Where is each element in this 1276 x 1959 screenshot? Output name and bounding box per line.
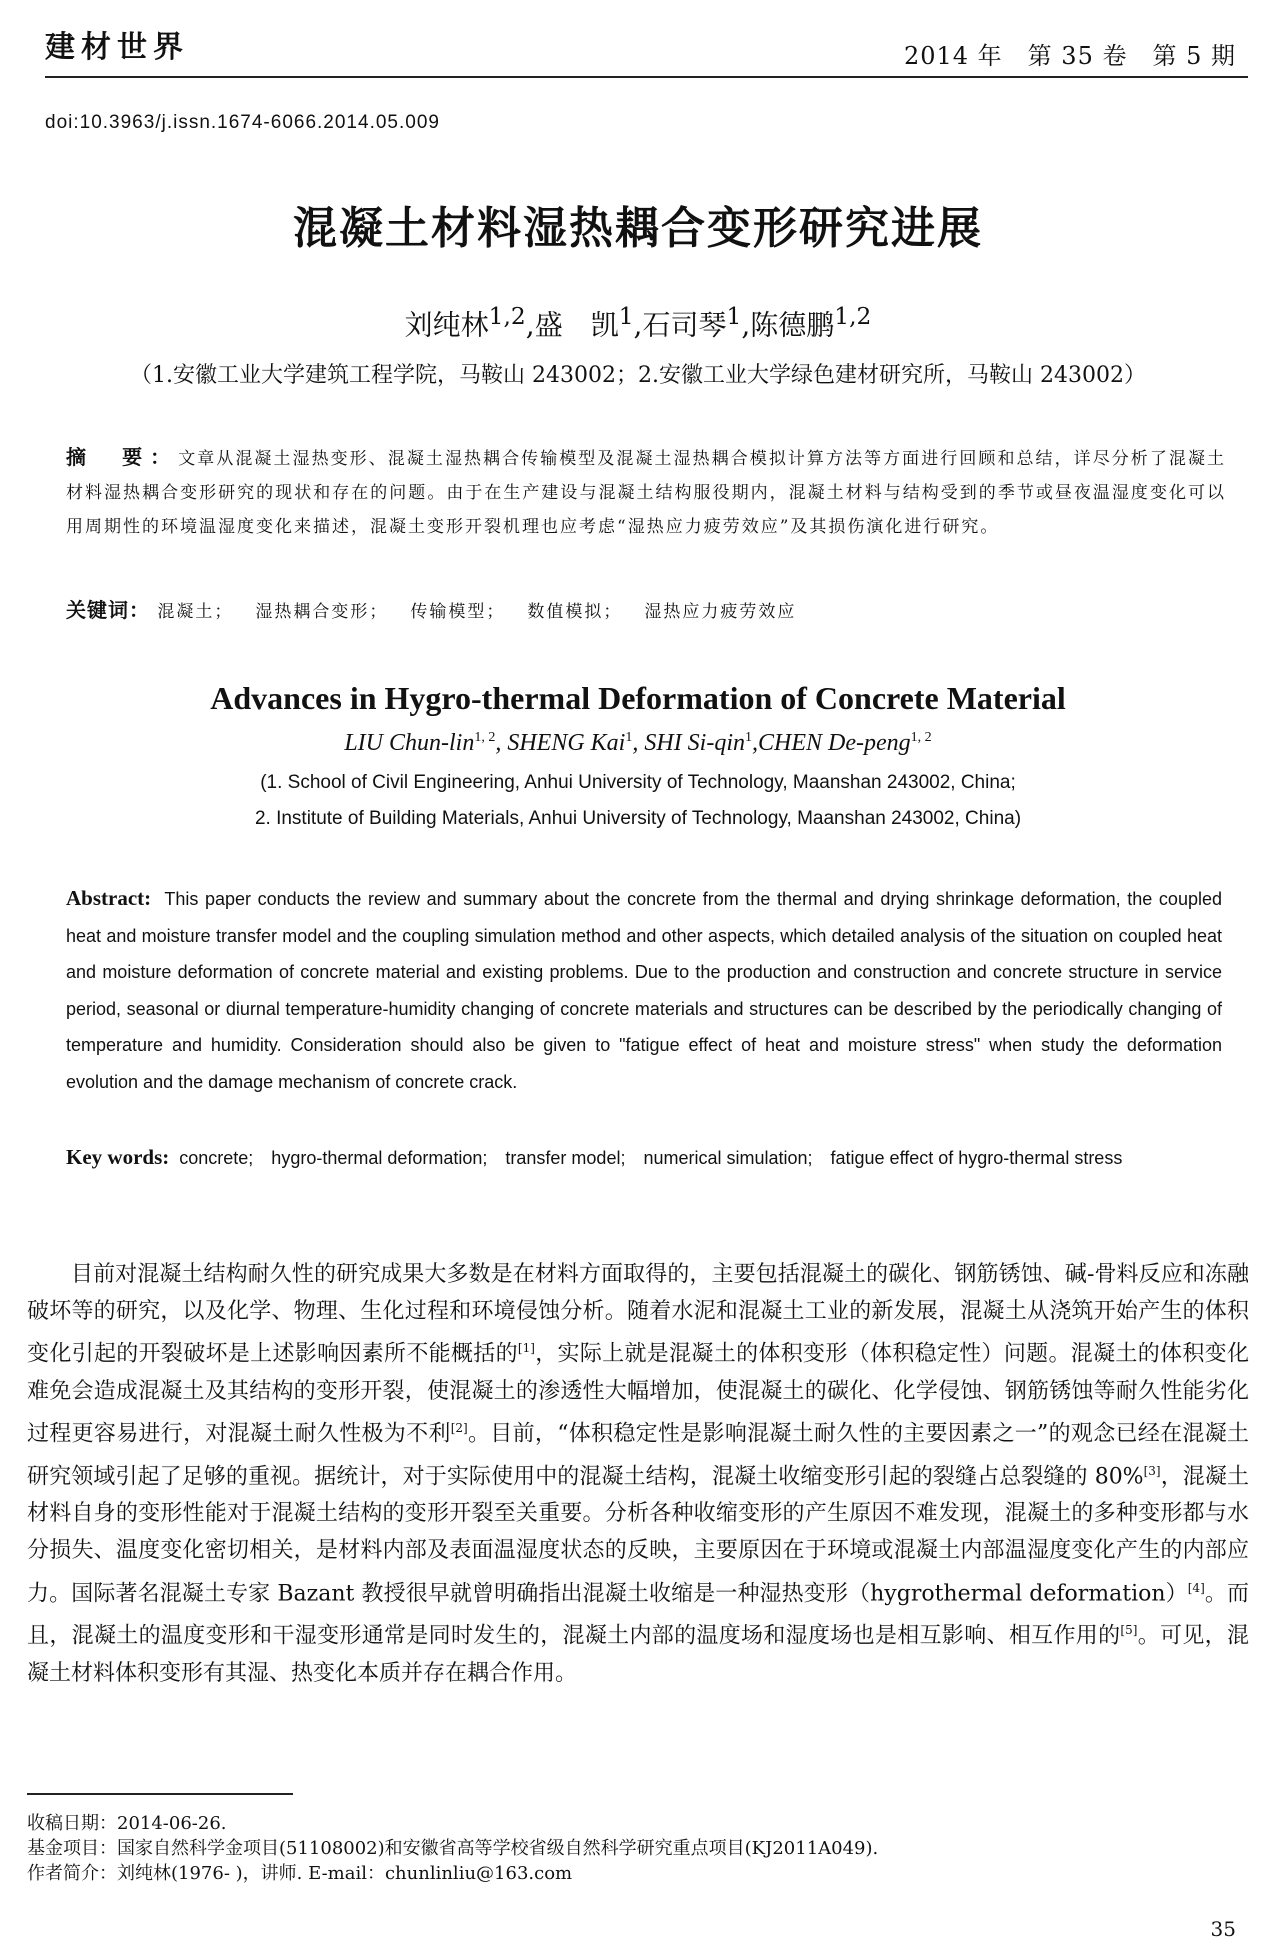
citation-ref: [1] xyxy=(517,1341,535,1356)
author-name-en: CHEN De-peng xyxy=(758,730,911,756)
author-affil-mark: 1 xyxy=(625,730,633,745)
footnote-author-bio: 作者简介：刘纯林(1976- )，讲师. E-mail：chunlinliu@163.com xyxy=(27,1863,573,1884)
affiliation-en-1: (1. School of Civil Engineering, Anhui University of Technology, Maanshan 243002, China; xyxy=(260,772,1016,793)
keyword: 湿热耦合变形； xyxy=(255,602,389,622)
body-text-segment: ，实际上就是混凝土的体积变形（体积稳定性）问题。混凝土的体积变化难免会造成混凝土及其结构的变形开裂，使混凝土的渗透性大幅增加，使混凝土的碳化、化学侵蚀、钢筋锈蚀等耐久性能劣化过程更容易进行，对混凝土耐久性极为不利 xyxy=(27,1341,1249,1447)
author-name-en: LIU Chun-lin xyxy=(344,730,475,756)
footnote-received-date: 收稿日期：2014-06-26. xyxy=(27,1813,227,1834)
doi: doi:10.3963/j.issn.1674-6066.2014.05.009 xyxy=(45,112,440,133)
authors-en: LIU Chun-lin$^{1, 2}$, SHENG Kai$^1$, SHI Si-qin$^1$,CHEN De-peng$^{1, 2}$ xyxy=(344,730,932,756)
author-affil-mark: 1 xyxy=(745,730,753,745)
paper-title-en: Advances in Hygro-thermal Deformation of Concrete Material xyxy=(210,680,1066,716)
keywords-cn-label: 关键词： xyxy=(66,598,150,622)
keyword: 传输模型； xyxy=(410,602,506,622)
header-rule xyxy=(45,76,1248,78)
footnote-rule xyxy=(27,1793,293,1795)
body-text-segment: 。而且，混凝土的温度变形和干湿变形通常是同时发生的，混凝土内部的温度场和湿度场也是相互影响、相互作用的 xyxy=(27,1580,1249,1649)
affiliation-en-2: 2. Institute of Building Materials, Anhui University of Technology, Maanshan 243002, China) xyxy=(254,808,1022,829)
keywords-en xyxy=(66,1139,1222,1177)
author-name: 石司琴 xyxy=(642,308,727,342)
abstract-en xyxy=(66,880,1222,1100)
author-name-en: SHI Si-qin xyxy=(644,730,746,756)
author-name: 盛 凯 xyxy=(534,308,619,342)
body-text-segment: 。可见，混凝土材料体积变形有其湿、热变化本质并存在耦合作用。 xyxy=(27,1623,1249,1686)
keyword: 数值模拟； xyxy=(527,602,623,622)
author-affil-mark: 1,2 xyxy=(834,302,872,330)
body-paragraph xyxy=(27,1256,1249,1692)
page-number: 35 xyxy=(1210,1917,1236,1941)
citation-ref: [2] xyxy=(450,1421,468,1436)
journal-name: 建材世界 xyxy=(45,30,189,65)
footnote-funding: 基金项目：国家自然科学金项目(51108002)和安徽省高等学校省级自然科学研究重点项目(KJ2011A049). xyxy=(27,1838,879,1859)
issue-info: 2014 年 第 35 卷 第 5 期 xyxy=(903,42,1236,70)
author-affil-mark: 1 xyxy=(726,302,742,330)
author-affil-mark: 1,2 xyxy=(488,302,526,330)
author-name: 陈德鹏 xyxy=(750,308,835,342)
citation-ref: [3] xyxy=(1143,1463,1161,1478)
affiliation-cn: （1.安徽工业大学建筑工程学院，马鞍山 243002；2.安徽工业大学绿色建材研究所，马鞍山 243002） xyxy=(130,363,1146,388)
paper-title-cn: 混凝土材料湿热耦合变形研究进展 xyxy=(293,203,983,254)
author-affil-mark: 1, 2 xyxy=(910,730,932,745)
authors-cn: 刘纯林$^{1,2}$,盛 凯$^1$,石司琴$^1$,陈德鹏$^{1,2}$ xyxy=(404,302,872,342)
abstract-cn-text: 文章从混凝土湿热变形、混凝土湿热耦合传输模型及混凝土湿热耦合模拟计算方法等方面进行回顾和总结，详尽分析了混凝土材料湿热耦合变形研究的现状和存在的问题。由于在生产建设与混凝土结构服役期内，混凝土材料与结构受到的季节或昼夜温湿度变化可以用周期性的环境温湿度变化来描述，混凝土变形开裂机理也应考虑“湿热应力疲劳效应”及其损伤演化进行研究。 xyxy=(66,449,1227,537)
author-name-en: SHENG Kai xyxy=(507,730,626,756)
author-affil-mark: 1 xyxy=(618,302,634,330)
keywords-en-label: Key words: xyxy=(66,1145,170,1169)
keywords-cn xyxy=(66,593,1226,629)
body-text-segment: 目前对混凝土结构耐久性的研究成果大多数是在材料方面取得的，主要包括混凝土的碳化、钢筋锈蚀、碱-骨料反应和冻融破坏等的研究，以及化学、物理、生化过程和环境侵蚀分析。随着水泥和混凝土工业的新发展，混凝土从浇筑开始产生的体积变化引起的开裂破坏是上述影响因素所不能概括的 xyxy=(27,1262,1249,1367)
keyword: 混凝土； xyxy=(157,602,234,622)
citation-ref: [5] xyxy=(1120,1623,1138,1638)
keywords-en-text: concrete; hygro-thermal deformation; transfer model; numerical simulation; fatigue effect of hygro-thermal stress xyxy=(179,1148,1123,1168)
abstract-cn xyxy=(66,440,1226,544)
author-name: 刘纯林 xyxy=(404,308,489,342)
abstract-cn-label: 摘 要： xyxy=(66,445,179,469)
body-text-segment: ，混凝土材料自身的变形性能对于混凝土结构的变形开裂至关重要。分析各种收缩变形的产生原因不难发现，混凝土的多种变形都与水分损失、温度变化密切相关，是材料内部及表面温湿度状态的反映，主要原因在于环境或混凝土内部温湿度变化产生的内部应力。国际著名混凝土专家 Bazant 教授很早就曾明确指出混凝土收缩是一种湿热变形（hygrothermal deformation） xyxy=(27,1464,1249,1606)
abstract-en-label: Abstract: xyxy=(66,886,152,910)
citation-ref: [4] xyxy=(1187,1580,1205,1595)
abstract-en-text: This paper conducts the review and summary about the concrete from the thermal and drying shrinkage deformation, the coupled heat and moisture transfer model and the coupling simulation method and other aspects, which detailed analysis of the situation on coupled heat and moisture deformation of concrete material and existing problems. Due to the production and construction and concrete structure in service period, seasonal or diurnal temperature-humidity changing of concrete materials and structures can be described by the periodically changing of temperature and humidity. Consideration should also be given to "fatigue effect of heat and moisture stress" when study the deformation evolution and the damage mechanism of concrete crack. xyxy=(66,889,1222,1092)
keyword: 湿热应力疲劳效应 xyxy=(644,602,797,622)
body-text-segment: 。目前，“体积稳定性是影响混凝土耐久性的主要因素之一”的观念已经在混凝土研究领域引起了足够的重视。据统计，对于实际使用中的混凝土结构，混凝土收缩变形引起的裂缝占总裂缝的 80% xyxy=(27,1421,1249,1489)
author-affil-mark: 1, 2 xyxy=(474,730,496,745)
